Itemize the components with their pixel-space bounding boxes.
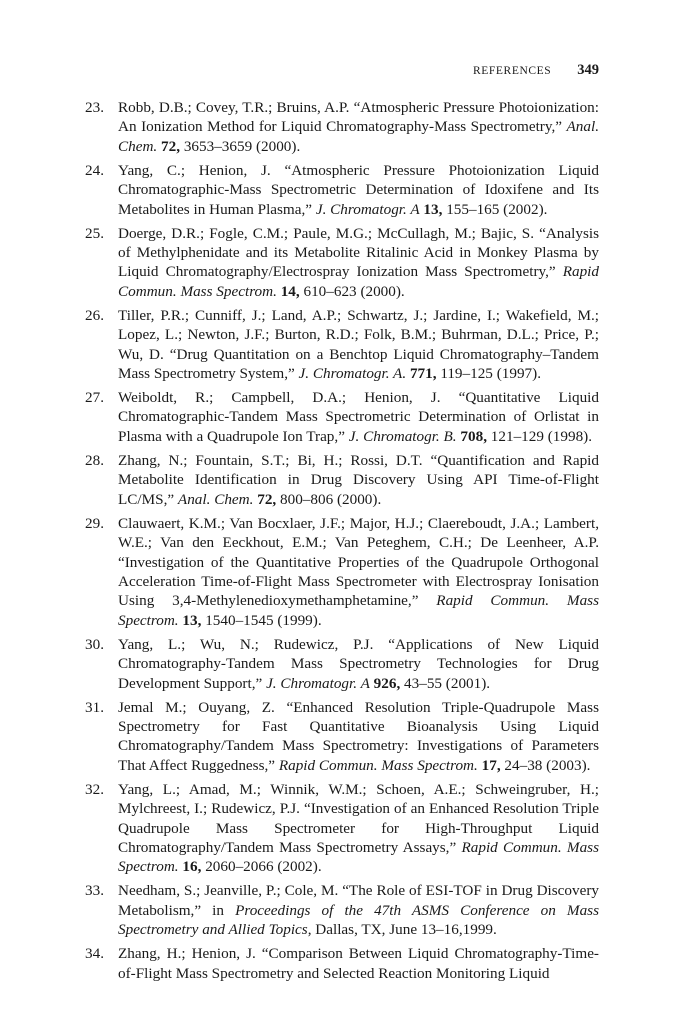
reference-source: Anal. Chem. (118, 118, 599, 155)
reference-number: 29. (85, 514, 104, 532)
reference-text (118, 781, 599, 876)
reference-entry (85, 780, 599, 877)
reference-source: J. Chromatogr. A (266, 674, 370, 692)
reference-text-segment: Needham, S.; Jeanville, P.; Cole, M. “The Role of ESI-TOF in Drug Discovery Metabolism,” in (118, 882, 599, 919)
reference-number: 30. (85, 635, 104, 653)
reference-entry (85, 635, 599, 693)
reference-text (118, 945, 599, 981)
reference-text (118, 307, 599, 382)
reference-text-segment: 43–55 (2001). (400, 674, 491, 692)
reference-text-segment: 119–125 (1997). (436, 365, 541, 383)
reference-text-segment: Doerge, D.R.; Fogle, C.M.; Paule, M.G.; McCullagh, M.; Bajic, S. “Analysis of Methylphenidate and its Metabolite Ritalinic Acid in Monkey Plasma by Liquid Chromatography/Electrospray Ionization Mass Spectrometry,” (118, 224, 599, 281)
reference-text-segment: 121–129 (1998). (486, 427, 593, 445)
reference-list (85, 98, 599, 988)
reference-text-segment: Yang, C.; Henion, J. “Atmospheric Pressure Photoionization Liquid Chromatographic-Mass Spectrometric Determination of Idoxifene and Its Metabolites in Human Plasma,” (118, 161, 599, 218)
reference-number: 27. (85, 389, 104, 407)
reference-text (118, 389, 599, 445)
reference-text-segment: Jemal M.; Ouyang, Z. “Enhanced Resolution Triple-Quadrupole Mass Spectrometry for Fast Quantitative Bioanalysis Using Liquid Chromatography/Tandem Mass Spectrometry: Investigations of Parameters That Affect Ruggedness,” (118, 698, 599, 774)
reference-text (118, 515, 599, 629)
reference-text-segment: Robb, D.B.; Covey, T.R.; Bruins, A.P. “Atmospheric Pressure Photoionization: An Ionization Method for Liquid Chromatography-Mass Spectrometry,” (118, 99, 599, 136)
reference-source: Proceedings of the 47th ASMS Conference on Mass Spectrometry and Allied Topics (118, 901, 599, 939)
reference-number: 25. (85, 224, 104, 242)
reference-volume: 16, (182, 858, 202, 876)
reference-source: Rapid Commun. Mass Spectrom. (118, 838, 599, 876)
reference-text (118, 225, 599, 300)
reference-entry (85, 698, 599, 776)
reference-text-segment: 2060–2066 (2002). (201, 858, 322, 876)
reference-number: 32. (85, 780, 104, 798)
reference-volume: 14, (280, 282, 300, 300)
reference-number: 24. (85, 161, 104, 179)
reference-volume: 72, (257, 490, 277, 508)
reference-source: Rapid Commun. Mass Spectrom. (118, 592, 599, 629)
reference-entry (85, 98, 599, 156)
reference-text (118, 882, 599, 938)
reference-volume: 771, (409, 365, 437, 383)
reference-number: 33. (85, 882, 104, 900)
reference-text-segment: Zhang, H.; Henion, J. “Comparison Between Liquid Chromatography-Time-of-Flight Mass Spectrometry and Selected Reaction Monitoring Liquid (118, 945, 599, 982)
reference-source: J. Chromatogr. A (315, 200, 420, 218)
reference-entry (85, 161, 599, 219)
reference-volume: 708, (460, 427, 487, 445)
reference-text-segment: , Dallas, TX, June 13–16,1999. (307, 921, 497, 939)
running-header (116, 62, 599, 84)
reference-text-segment: Tiller, P.R.; Cunniff, J.; Land, A.P.; Schwartz, J.; Jardine, I.; Wakefield, M.; Lopez, L.; Newton, J.F.; Burton, R.D.; Folk, B.M.; Buhrman, D.L.; Price, P.; Wu, D. “Drug Quantitation on a Benchtop Liquid Chromatography–Tandem Mass Spectrometry System,” (118, 306, 599, 383)
reference-number: 31. (85, 698, 104, 716)
page-number: 349 (577, 62, 599, 78)
reference-volume: 72, (161, 137, 181, 155)
reference-entry (85, 451, 599, 509)
reference-source: J. Chromatogr. B. (348, 427, 457, 445)
reference-volume: 13, (182, 611, 202, 629)
reference-number: 34. (85, 945, 104, 963)
reference-text-segment: 3653–3659 (2000). (180, 137, 301, 155)
reference-text-segment: Zhang, N.; Fountain, S.T.; Bi, H.; Rossi, D.T. “Quantification and Rapid Metabolite Identification in Drug Discovery Using API Time-of-Flight LC/MS,” (118, 451, 599, 508)
reference-text-segment: Clauwaert, K.M.; Van Bocxlaer, J.F.; Major, H.J.; Claereboudt, J.A.; Lambert, W.E.; Van den Eeckhout, E.M.; Van Peteghem, C.H.; De Leenheer, A.P. “Investigation of the Quantitative Properties of the Quadrupole Orthogonal Acceleration Time-of-Flight Mass Spectrometer with Electrospray Ionisation Using 3,4-Methylenedioxymethamphetamine,” (118, 514, 599, 610)
reference-number: 23. (85, 99, 104, 116)
reference-number: 26. (85, 306, 104, 324)
reference-source: J. Chromatogr. A. (298, 365, 407, 383)
running-title: REFERENCES (473, 65, 552, 77)
reference-text-segment: 24–38 (2003). (500, 756, 591, 774)
reference-entry (85, 881, 599, 939)
reference-source: Anal. Chem. (177, 490, 254, 508)
reference-volume: 13, (423, 200, 443, 218)
reference-entry (85, 388, 599, 446)
reference-text (118, 452, 599, 508)
reference-text (118, 636, 599, 692)
reference-text-segment: 155–165 (2002). (442, 200, 548, 218)
reference-text (118, 162, 599, 218)
reference-entry (85, 306, 599, 384)
reference-entry (85, 224, 599, 302)
reference-text-segment: Weiboldt, R.; Campbell, D.A.; Henion, J. “Quantitative Liquid Chromatographic-Tandem Mass Spectrometric Determination of Orlistat in Plasma with a Quadrupole Ion Trap,” (118, 389, 599, 445)
reference-volume: 926, (373, 674, 401, 692)
reference-entry (85, 944, 599, 983)
reference-text-segment: 610–623 (2000). (299, 282, 405, 300)
reference-text-segment: Yang, L.; Amad, M.; Winnik, W.M.; Schoen, A.E.; Schweingruber, H.; Mylchreest, I.; Rudewicz, P.J. “Investigation of an Enhanced Resolution Triple Quadrupole Mass Spectrometer for High-Throughput Liquid Chromatography/Tandem Mass Spectrometry Assays,” (118, 780, 599, 856)
reference-volume: 17, (481, 756, 501, 774)
reference-number: 28. (85, 451, 104, 469)
reference-text-segment: 1540–1545 (1999). (201, 611, 322, 629)
reference-entry (85, 514, 599, 630)
reference-source: Rapid Commun. Mass Spectrom. (118, 263, 599, 300)
reference-text (118, 699, 599, 774)
reference-source: Rapid Commun. Mass Spectrom. (278, 756, 478, 774)
reference-text (118, 99, 599, 155)
reference-text-segment: Yang, L.; Wu, N.; Rudewicz, P.J. “Applications of New Liquid Chromatography-Tandem Mass Spectrometry Technologies for Drug Development Support,” (118, 635, 599, 692)
reference-text-segment: 800–806 (2000). (276, 490, 382, 508)
